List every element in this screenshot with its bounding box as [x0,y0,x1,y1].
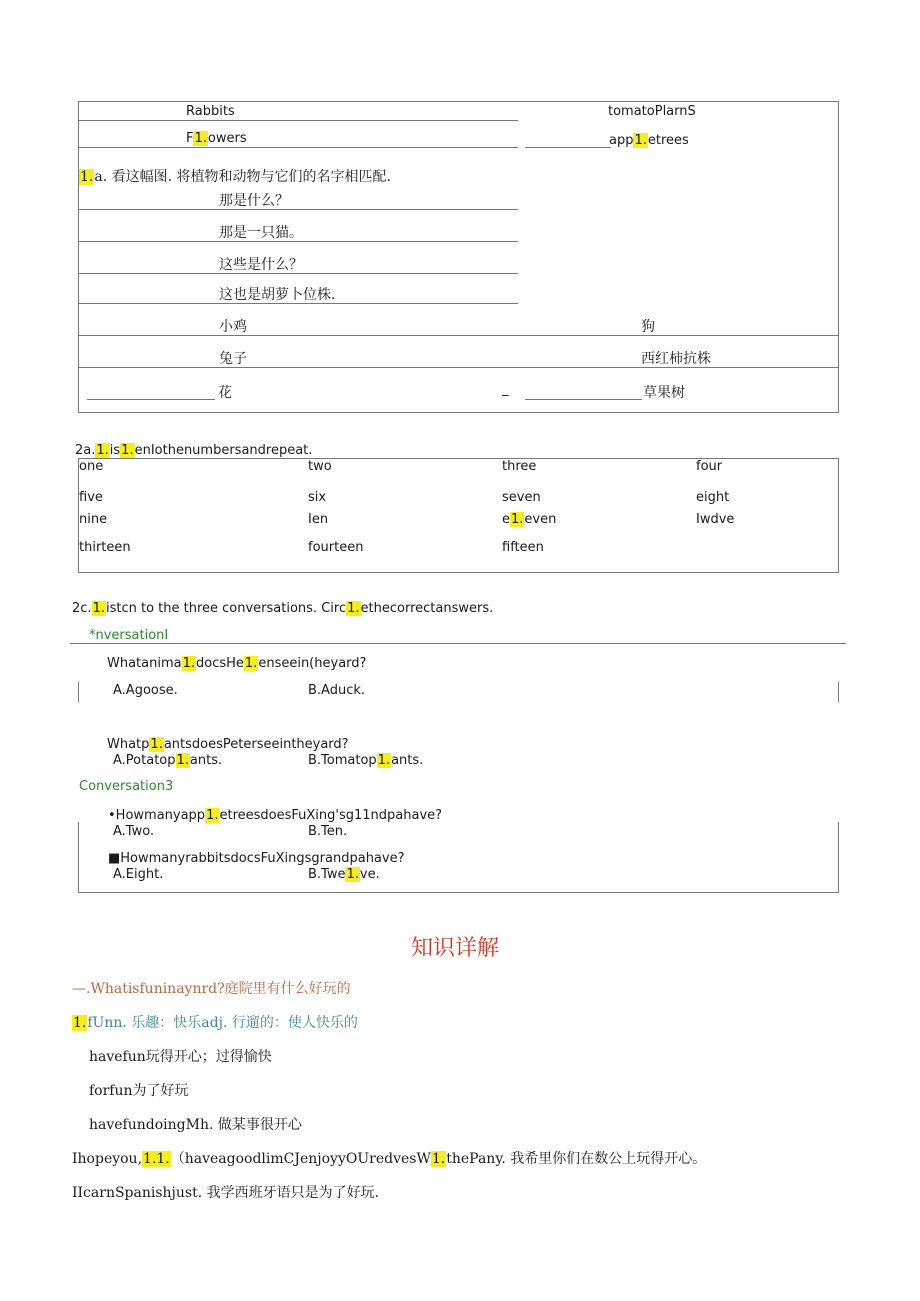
rule [78,120,518,121]
rule [70,643,846,644]
number-nine: nine [79,512,108,527]
blank-line [87,399,215,400]
question-apple-trees: •Howmanyapp1.etreesdoesFuXing'sg11ndpahave? [108,808,443,823]
number-six: six [308,490,327,505]
dash-mark: _ [502,382,509,397]
option-b-twelve[interactable]: B.Twe1.ve. [308,867,380,882]
label-dog: 狗 [641,319,655,335]
number-five: five [79,490,103,505]
instruction-1a: 1.a. 看这幅图. 将植物和动物与它们的名字相匹配. [80,169,391,185]
heading-2a: 2a.1.is1.enIothenumbersandrepeat. [75,443,313,458]
label-rabbit: 兔子 [219,351,247,367]
option-a-two[interactable]: A.Two. [113,824,155,839]
fun-definition: 1.fUnn. 乐趣：快乐adj. 行遛的：使人快乐的 [73,1015,358,1031]
box-edge [838,682,839,702]
phrase-have-fun-doing: havefundoingMh. 做某事很开心 [89,1117,302,1133]
label-tomato-plants: tomatoPlarnS [608,104,696,119]
point-heading: —.Whatisfuninaynrd?庭院里有什么好玩的 [72,981,351,997]
option-a-goose[interactable]: A.Agoose. [113,683,178,698]
number-one: one [79,459,104,474]
number-thirteen: thirteen [79,540,131,555]
blank-line [525,147,611,148]
conversation-3-label: Conversation3 [79,779,174,794]
box-edge [78,822,79,892]
answer-cat: 那是一只猫。 [219,225,303,241]
example-sentence-1: Ihopeyou,1.1.（haveagoodlimCJenjoyyOUredvesW1.thePany. 我希里你们在数公上玩得开心。 [72,1151,707,1167]
label-apple-tree: 草果树 [643,385,685,401]
number-ten: Ien [308,512,329,527]
number-fifteen: fifteen [502,540,544,555]
number-twelve: Iwdve [696,512,735,527]
rule [78,147,518,148]
question-plants: Whatp1.antsdoesPeterseeintheyard? [107,737,349,752]
phrase-have-fun: havefun玩得开心；过得愉快 [89,1049,272,1065]
option-a-eight[interactable]: A.Eight. [113,867,164,882]
option-b-tomato-plants[interactable]: B.Tomatop1.ants. [308,753,424,768]
section-title: 知识详解 [411,936,500,961]
number-four: four [696,459,723,474]
label-apple-trees: app1.etrees [609,133,689,148]
phrase-for-fun: forfun为了好玩 [89,1083,189,1099]
example-sentence-2: IIcarnSpanishjust. 我学西班牙语只是为了好玩. [72,1185,380,1201]
label-flowers: F1.owers [186,131,247,146]
option-b-ten[interactable]: B.Ten. [308,824,348,839]
rule [78,209,518,210]
label-rabbits: Rabbits [186,104,235,119]
question-what-is-that: 那是什么？ [219,193,289,209]
answer-carrots: 这也是胡萝卜位株. [219,287,336,303]
heading-2c: 2c.1.istcn to the three conversations. Circ1.ethecorrectanswers. [72,601,494,616]
number-eleven: e1.even [502,512,557,527]
blank-line [525,399,642,400]
rule [78,335,839,336]
number-seven: seven [502,490,541,505]
option-a-potato-plants[interactable]: A.Potatop1.ants. [113,753,223,768]
label-tomato: 西红柿抗株 [641,351,711,367]
label-chick: 小鸡 [219,319,247,335]
number-two: two [308,459,332,474]
question-what-are-these: 这些是什么？ [219,257,303,273]
number-three: three [502,459,537,474]
number-fourteen: fourteen [308,540,364,555]
question-rabbits: ■HowmanyrabbitsdocsFuXingsgrandpahave? [108,851,405,866]
label-flower: 花 [218,385,232,401]
number-eight: eight [696,490,730,505]
box-edge [838,822,839,892]
rule [78,367,839,368]
question-animal: Whatanima1.docsHe1.enseein(heyard? [107,656,367,671]
option-b-duck[interactable]: B.Aduck. [308,683,366,698]
box-edge [78,682,79,702]
conversation-1-label: *nversationI [89,628,169,643]
rule [78,892,839,893]
